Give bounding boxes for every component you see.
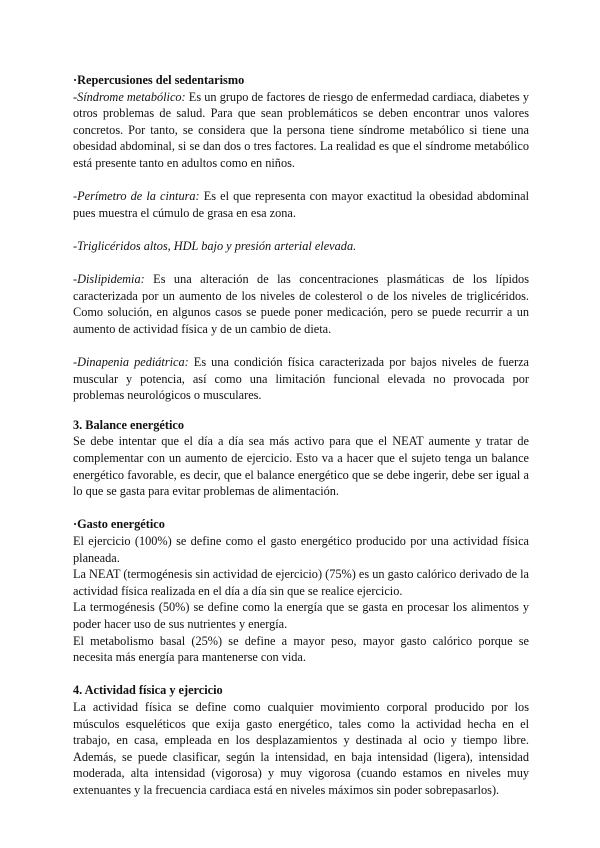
paragraph-perimetro-cintura xyxy=(73,188,529,221)
section-heading-sedentarismo: ·Repercusiones del sedentarismo xyxy=(73,73,245,87)
section-heading-actividad: 4. Actividad física y ejercicio xyxy=(73,683,223,698)
paragraph-dinapenia xyxy=(73,354,529,404)
term-dinapenia: -Dinapenia pediátrica: xyxy=(73,355,189,370)
paragraph-balance: Se debe intentar que el día a día sea más activo para que el NEAT aumente y tratar de complementar con un aumento de ejercicio. Esto va a hacer que el sujeto tenga un balance energético favorable, es decir, que el balance energético que se debe ingerir, debe ser igual a lo que se gasta para evitar problemas de alimentación. xyxy=(73,434,529,499)
paragraph-metabolismo-basal: El metabolismo basal (25%) se define a mayor peso, mayor gasto calórico porque se necesita más energía para mantenerse con vida. xyxy=(73,633,529,665)
term-dislipidemia: -Dislipidemia: xyxy=(73,272,145,287)
text-perimetro-cintura: Es el que representa con mayor exactitud la obesidad abdominal pues muestra el cúmulo de grasa en esa zona. xyxy=(73,189,529,220)
paragraph-sindrome-metabolico xyxy=(73,89,529,172)
paragraph-trigliceridos xyxy=(73,238,529,255)
term-perimetro-cintura: -Perímetro de la cintura: xyxy=(73,189,200,204)
paragraph-actividad: La actividad física se define como cualquier movimiento corporal producido por los músculos esqueléticos que exija gasto energético, tales como la actividad hecha en el trabajo, en casa, empleada en los desplazamientos y destinada al ocio y tiempo libre. Además, se puede clasificar, según la intensidad, en baja intensidad (ligera), intensidad moderada, alta intensidad (vigorosa) y muy vigorosa (cuando estamos en niveles muy extenuantes y la frecuencia cardiaca está en niveles máximos sin poder sobrepasarlos). xyxy=(73,699,529,797)
term-trigliceridos: -Triglicéridos altos, HDL bajo y presión arterial elevada. xyxy=(73,238,357,253)
section-heading-balance: 3. Balance energético xyxy=(73,417,184,432)
paragraph-dislipidemia xyxy=(73,271,529,337)
text-dinapenia: Es una condición física caracterizada por bajos niveles de fuerza muscular y potencia, así como una limitación funcional elevada no provocada por problemas neurológicos o musculares. xyxy=(73,355,529,403)
section-heading-gasto: ·Gasto energético xyxy=(73,517,165,532)
paragraph-termogenesis: La termogénesis (50%) se define como la energía que se gasta en procesar los alimentos y poder hacer uso de sus nutrientes y energía. xyxy=(73,600,529,631)
text-dislipidemia: Es una alteración de las concentraciones plasmáticas de los lípidos caracterizada por un aumento de los niveles de colesterol o de los niveles de triglicéridos. Como solución, en algunos casos se puede poner medicación, pero se puede recurrir a un aumento de actividad física y de un cambio de dieta. xyxy=(73,272,529,336)
paragraph-ejercicio: El ejercicio (100%) se define como el gasto energético producido por una actividad física planeada. xyxy=(73,534,529,565)
paragraph-neat: La NEAT (termogénesis sin actividad de ejercicio) (75%) es un gasto calórico derivado de la actividad física realizada en el día a día sin que se realice ejercicio. xyxy=(73,567,529,598)
term-sindrome-metabolico: -Síndrome metabólico: xyxy=(73,89,186,104)
text-sindrome-metabolico: Es un grupo de factores de riesgo de enfermedad cardiaca, diabetes y otros problemas de salud. Para que sean problemáticos se deben encontrar unos valores concretos. Por tanto, se considera que la persona tiene síndrome metabólico si tiene una obesidad abdominal, si se dan dos o tres factores. La realidad es que el síndrome metabólico está presente tanto en adultos como en niños. xyxy=(73,89,529,170)
